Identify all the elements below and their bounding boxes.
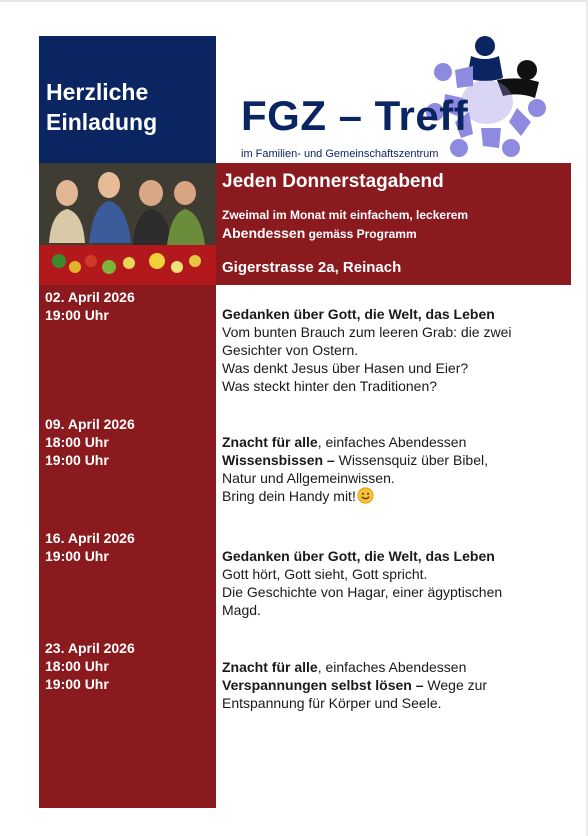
event-2-description xyxy=(222,433,567,505)
event-2-date-block xyxy=(45,415,135,469)
event-time: 19:00 Uhr xyxy=(45,452,109,468)
event-1-description xyxy=(222,305,567,395)
weekly-banner xyxy=(216,163,571,285)
event-time: 19:00 Uhr xyxy=(45,548,109,564)
invitation-line-2: Einladung xyxy=(46,109,158,135)
event-date: 16. April 2026 xyxy=(45,530,135,546)
page-edge-top xyxy=(0,0,588,2)
event-heading: Gedanken über Gott, die Welt, das Leben xyxy=(222,548,495,564)
event-item-bold: Znacht für alle xyxy=(222,434,318,450)
event-date: 02. April 2026 xyxy=(45,289,135,305)
event-line: Vom bunten Brauch zum leeren Grab: die zwei xyxy=(222,324,512,340)
event-line: Was denkt Jesus über Hasen und Eier? xyxy=(222,360,469,376)
group-photo-illustration xyxy=(39,163,216,285)
banner-subtitle-rest: gemäss Programm xyxy=(305,227,417,241)
banner-subtitle-bold: Abendessen xyxy=(222,225,306,241)
event-date: 09. April 2026 xyxy=(45,416,135,432)
event-line: Entspannung für Körper und Seele. xyxy=(222,695,442,711)
banner-address: Gigerstrasse 2a, Reinach xyxy=(222,259,402,276)
event-item-rest: , einfaches Abendessen xyxy=(317,434,467,450)
event-line: Die Geschichte von Hagar, einer ägyptischen xyxy=(222,584,503,600)
logo-subtitle: im Familien- und Gemeinschaftszentrum xyxy=(241,148,439,160)
banner-subtitle-1: Zweimal im Monat mit einfachem, leckerem xyxy=(222,208,469,222)
event-line: Gott hört, Gott sieht, Gott spricht. xyxy=(222,566,428,582)
event-line: Natur und Allgemeinwissen. xyxy=(222,470,395,486)
logo-title: FGZ – Treff xyxy=(241,92,469,139)
event-item-bold: Verspannungen selbst lösen – xyxy=(222,677,424,693)
event-item-bold: Znacht für alle xyxy=(222,659,318,675)
event-item-1 xyxy=(222,433,567,451)
event-time: 19:00 Uhr xyxy=(45,676,109,692)
smiley-emoji-icon xyxy=(357,487,374,504)
event-line: Magd. xyxy=(222,602,261,618)
event-heading: Gedanken über Gott, die Welt, das Leben xyxy=(222,306,495,322)
event-item-2 xyxy=(222,676,567,694)
event-time: 18:00 Uhr xyxy=(45,658,109,674)
banner-title: Jeden Donnerstagabend xyxy=(222,171,444,192)
event-time: 18:00 Uhr xyxy=(45,434,109,450)
event-item-bold: Wissensbissen – xyxy=(222,452,335,468)
event-line: Was steckt hinter den Traditionen? xyxy=(222,378,438,394)
event-1-date-block xyxy=(45,288,135,324)
event-line: Gesichter von Ostern. xyxy=(222,342,359,358)
invitation-block xyxy=(39,36,216,163)
event-4-description xyxy=(222,658,567,712)
event-item-rest: Wege zur xyxy=(423,677,488,693)
event-item-text: Bring dein Handy mit! xyxy=(222,488,356,504)
event-item-1 xyxy=(222,658,567,676)
event-4-date-block xyxy=(45,639,135,693)
logo-area xyxy=(216,36,571,163)
event-3-date-block xyxy=(45,529,135,565)
group-photo xyxy=(39,163,216,285)
event-item-rest: Wissensquiz über Bibel, xyxy=(334,452,489,468)
event-3-description xyxy=(222,547,567,619)
event-date: 23. April 2026 xyxy=(45,640,135,656)
event-item-3 xyxy=(222,487,567,505)
event-item-2 xyxy=(222,451,567,469)
event-item-rest: , einfaches Abendessen xyxy=(317,659,467,675)
banner-subtitle-2 xyxy=(222,225,417,242)
invitation-line-1: Herzliche xyxy=(46,79,149,105)
event-time: 19:00 Uhr xyxy=(45,307,109,323)
